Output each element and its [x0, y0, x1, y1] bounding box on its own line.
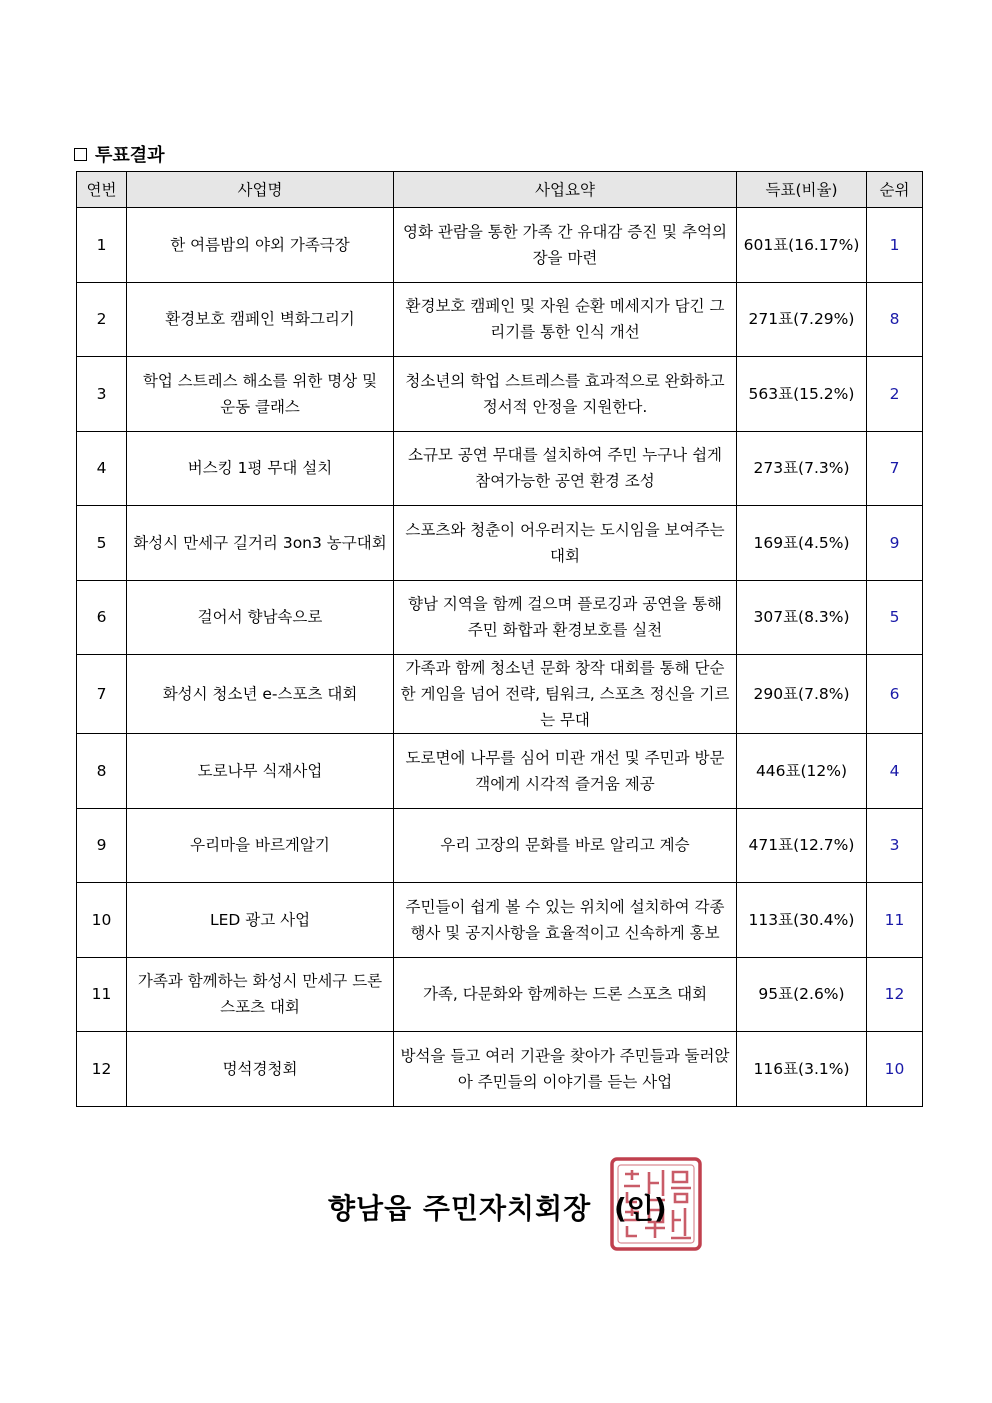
- table-row: [77, 957, 923, 1032]
- table-row: [77, 431, 923, 506]
- header-no: 연번: [77, 172, 127, 208]
- rank-cell: 6: [867, 655, 923, 734]
- project-name-cell: 도로나무 식재사업: [127, 734, 394, 809]
- header-project-name: 사업명: [127, 172, 394, 208]
- summary-cell: 방석을 들고 여러 기관을 찾아가 주민들과 둘러앉아 주민들의 이야기를 듣는 사업: [394, 1032, 737, 1107]
- project-name-cell: 우리마을 바르게알기: [127, 808, 394, 883]
- rank-cell: 9: [867, 506, 923, 581]
- row-no-cell: 1: [77, 208, 127, 283]
- project-name-cell: 화성시 청소년 e-스포츠 대회: [127, 655, 394, 734]
- votes-cell: 95표(2.6%): [737, 957, 867, 1032]
- votes-cell: 169표(4.5%): [737, 506, 867, 581]
- project-name-cell: 멍석경청회: [127, 1032, 394, 1107]
- rank-cell: 5: [867, 580, 923, 655]
- section-title: [74, 141, 165, 167]
- votes-cell: 601표(16.17%): [737, 208, 867, 283]
- project-name-cell: 버스킹 1평 무대 설치: [127, 431, 394, 506]
- row-no-cell: 8: [77, 734, 127, 809]
- project-name-cell: 걸어서 향남속으로: [127, 580, 394, 655]
- rank-cell: 8: [867, 282, 923, 357]
- table-row: [77, 506, 923, 581]
- header-votes: 득표(비율): [737, 172, 867, 208]
- summary-cell: 가족, 다문화와 함께하는 드론 스포츠 대회: [394, 957, 737, 1032]
- project-name-cell: 학업 스트레스 해소를 위한 명상 및 운동 클래스: [127, 357, 394, 432]
- table-row: [77, 808, 923, 883]
- row-no-cell: 6: [77, 580, 127, 655]
- project-name-cell: LED 광고 사업: [127, 883, 394, 958]
- summary-cell: 청소년의 학업 스트레스를 효과적으로 완화하고 정서적 안정을 지원한다.: [394, 357, 737, 432]
- votes-cell: 290표(7.8%): [737, 655, 867, 734]
- summary-cell: 스포츠와 청춘이 어우러지는 도시임을 보여주는 대회: [394, 506, 737, 581]
- votes-cell: 273표(7.3%): [737, 431, 867, 506]
- summary-cell: 영화 관람을 통한 가족 간 유대감 증진 및 추억의 장을 마련: [394, 208, 737, 283]
- header-summary: 사업요약: [394, 172, 737, 208]
- row-no-cell: 9: [77, 808, 127, 883]
- rank-cell: 2: [867, 357, 923, 432]
- header-rank: 순위: [867, 172, 923, 208]
- votes-cell: 113표(30.4%): [737, 883, 867, 958]
- rank-cell: 4: [867, 734, 923, 809]
- rank-cell: 3: [867, 808, 923, 883]
- table-row: [77, 883, 923, 958]
- project-name-cell: 한 여름밤의 야외 가족극장: [127, 208, 394, 283]
- rank-cell: 7: [867, 431, 923, 506]
- row-no-cell: 4: [77, 431, 127, 506]
- table-row: [77, 734, 923, 809]
- summary-cell: 우리 고장의 문화를 바로 알리고 계승: [394, 808, 737, 883]
- summary-cell: 도로면에 나무를 심어 미관 개선 및 주민과 방문객에게 시각적 즐거움 제공: [394, 734, 737, 809]
- row-no-cell: 12: [77, 1032, 127, 1107]
- checkbox-icon: [74, 148, 87, 161]
- row-no-cell: 11: [77, 957, 127, 1032]
- table-row: [77, 655, 923, 734]
- section-title-text: 투표결과: [95, 145, 165, 166]
- signer-title: 향남읍 주민자치회장: [328, 1192, 592, 1225]
- summary-cell: 소규모 공연 무대를 설치하여 주민 누구나 쉽게 참여가능한 공연 환경 조성: [394, 431, 737, 506]
- seal-note: (인): [614, 1192, 667, 1225]
- row-no-cell: 2: [77, 282, 127, 357]
- votes-cell: 307표(8.3%): [737, 580, 867, 655]
- vote-results-table: [76, 171, 923, 1107]
- row-no-cell: 5: [77, 506, 127, 581]
- row-no-cell: 10: [77, 883, 127, 958]
- row-no-cell: 7: [77, 655, 127, 734]
- signature-block: [0, 1156, 992, 1256]
- summary-cell: 가족과 함께 청소년 문화 창작 대회를 통해 단순한 게임을 넘어 전략, 팀워크, 스포츠 정신을 기르는 무대: [394, 655, 737, 734]
- summary-cell: 환경보호 캠페인 및 자원 순환 메세지가 담긴 그리기를 통한 인식 개선: [394, 282, 737, 357]
- rank-cell: 1: [867, 208, 923, 283]
- table-row: [77, 208, 923, 283]
- table-row: [77, 1032, 923, 1107]
- table-row: [77, 357, 923, 432]
- row-no-cell: 3: [77, 357, 127, 432]
- summary-cell: 주민들이 쉽게 볼 수 있는 위치에 설치하여 각종 행사 및 공지사항을 효율적이고 신속하게 홍보: [394, 883, 737, 958]
- table-header-row: [77, 172, 923, 208]
- votes-cell: 271표(7.29%): [737, 282, 867, 357]
- table-row: [77, 580, 923, 655]
- project-name-cell: 화성시 만세구 길거리 3on3 농구대회: [127, 506, 394, 581]
- project-name-cell: 가족과 함께하는 화성시 만세구 드론스포츠 대회: [127, 957, 394, 1032]
- table-row: [77, 282, 923, 357]
- project-name-cell: 환경보호 캠페인 벽화그리기: [127, 282, 394, 357]
- summary-cell: 향남 지역을 함께 걸으며 플로깅과 공연을 통해 주민 화합과 환경보호를 실천: [394, 580, 737, 655]
- votes-cell: 446표(12%): [737, 734, 867, 809]
- rank-cell: 10: [867, 1032, 923, 1107]
- votes-cell: 116표(3.1%): [737, 1032, 867, 1107]
- votes-cell: 471표(12.7%): [737, 808, 867, 883]
- rank-cell: 11: [867, 883, 923, 958]
- rank-cell: 12: [867, 957, 923, 1032]
- votes-cell: 563표(15.2%): [737, 357, 867, 432]
